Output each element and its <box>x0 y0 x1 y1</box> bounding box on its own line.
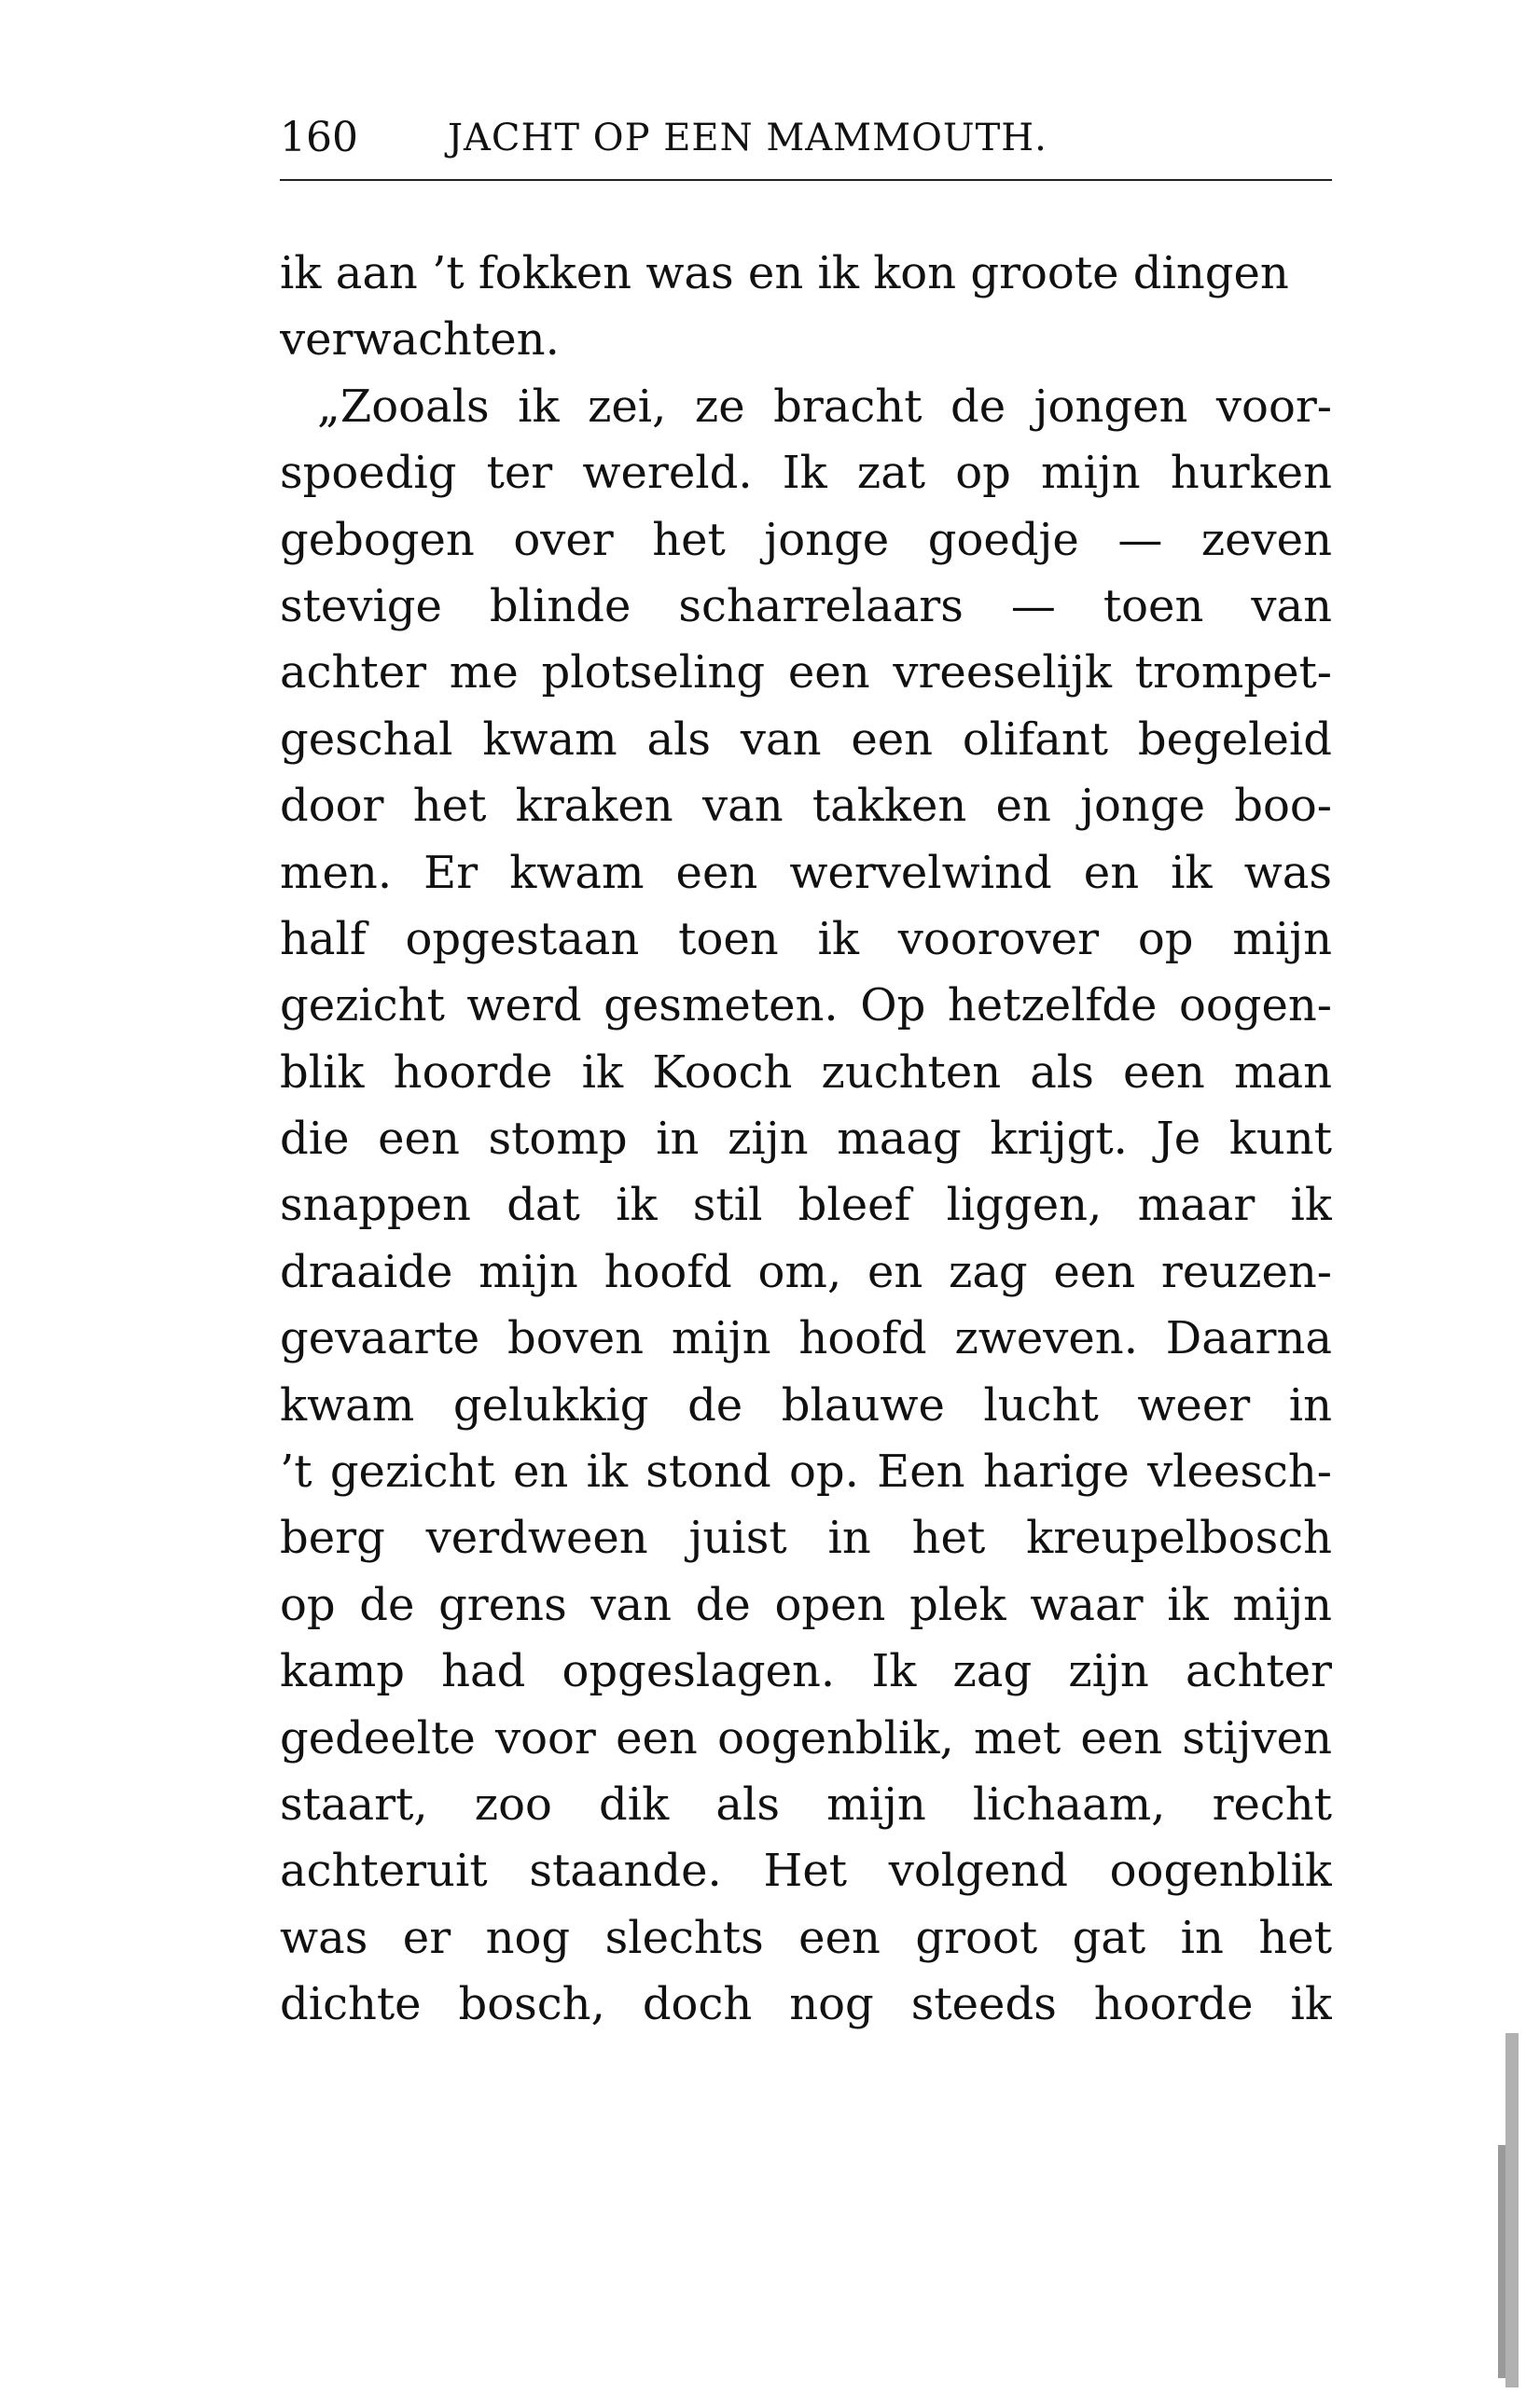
text-line: gevaarte boven mijn hoofd zweven. Daarna <box>280 1312 1332 1365</box>
text-line: kamp had opgeslagen. Ik zag zijn achter <box>280 1645 1332 1698</box>
text-line: gezicht werd gesmeten. Op hetzelfde oogen- <box>280 979 1332 1032</box>
text-line: verwachten. <box>280 313 560 367</box>
text-line: achteruit staande. Het volgend oogenblik <box>280 1845 1332 1898</box>
text-line: snappen dat ik stil bleef liggen, maar ik <box>280 1179 1332 1232</box>
page-header <box>280 104 1332 181</box>
body-text <box>280 241 1332 2039</box>
text-line: draaide mijn hoofd om, en zag een reuzen- <box>280 1245 1332 1298</box>
text-line: blik hoorde ik Kooch zuchten als een man <box>280 1045 1332 1099</box>
text-line: ik aan ’t fokken was en ik kon groote dingen <box>280 247 1289 299</box>
text-line: achter me plotseling een vreeselijk trompet- <box>280 646 1332 699</box>
text-line: ’t gezicht en ik stond op. Een harige vleesch- <box>280 1446 1332 1499</box>
text-line: „Zooals ik zei, ze bracht de jongen voor- <box>317 380 1332 433</box>
scan-edge-mark <box>1498 2145 1505 2378</box>
scan-edge-mark <box>1505 2033 1519 2387</box>
text-line: spoedig ter wereld. Ik zat op mijn hurken <box>280 447 1332 500</box>
text-line: staart, zoo dik als mijn lichaam, recht <box>280 1778 1332 1831</box>
text-line: men. Er kwam een wervelwind en ik was <box>280 846 1332 899</box>
text-line: door het kraken van takken en jonge boo- <box>280 780 1332 833</box>
page-number: 160 <box>280 114 358 161</box>
text-line: half opgestaan toen ik voorover op mijn <box>280 912 1332 965</box>
text-line: berg verdween juist in het kreupelbosch <box>280 1512 1332 1565</box>
text-line: gebogen over het jonge goedje — zeven <box>280 513 1332 566</box>
text-line: dichte bosch, doch nog steeds hoorde ik <box>280 1978 1332 2031</box>
text-line: stevige blinde scharrelaars — toen van <box>280 579 1332 632</box>
text-line: gedeelte voor een oogenblik, met een stijven <box>280 1711 1332 1764</box>
running-title: JACHT OP EEN MAMMOUTH. <box>448 117 1047 159</box>
text-line: die een stomp in zijn maag krijgt. Je kunt <box>280 1113 1332 1166</box>
text-line: kwam gelukkig de blauwe lucht weer in <box>280 1378 1332 1432</box>
text-line: op de grens van de open plek waar ik mijn <box>280 1578 1332 1631</box>
text-line: geschal kwam als van een olifant begeleid <box>280 713 1332 766</box>
text-line: was er nog slechts een groot gat in het <box>280 1911 1332 1964</box>
